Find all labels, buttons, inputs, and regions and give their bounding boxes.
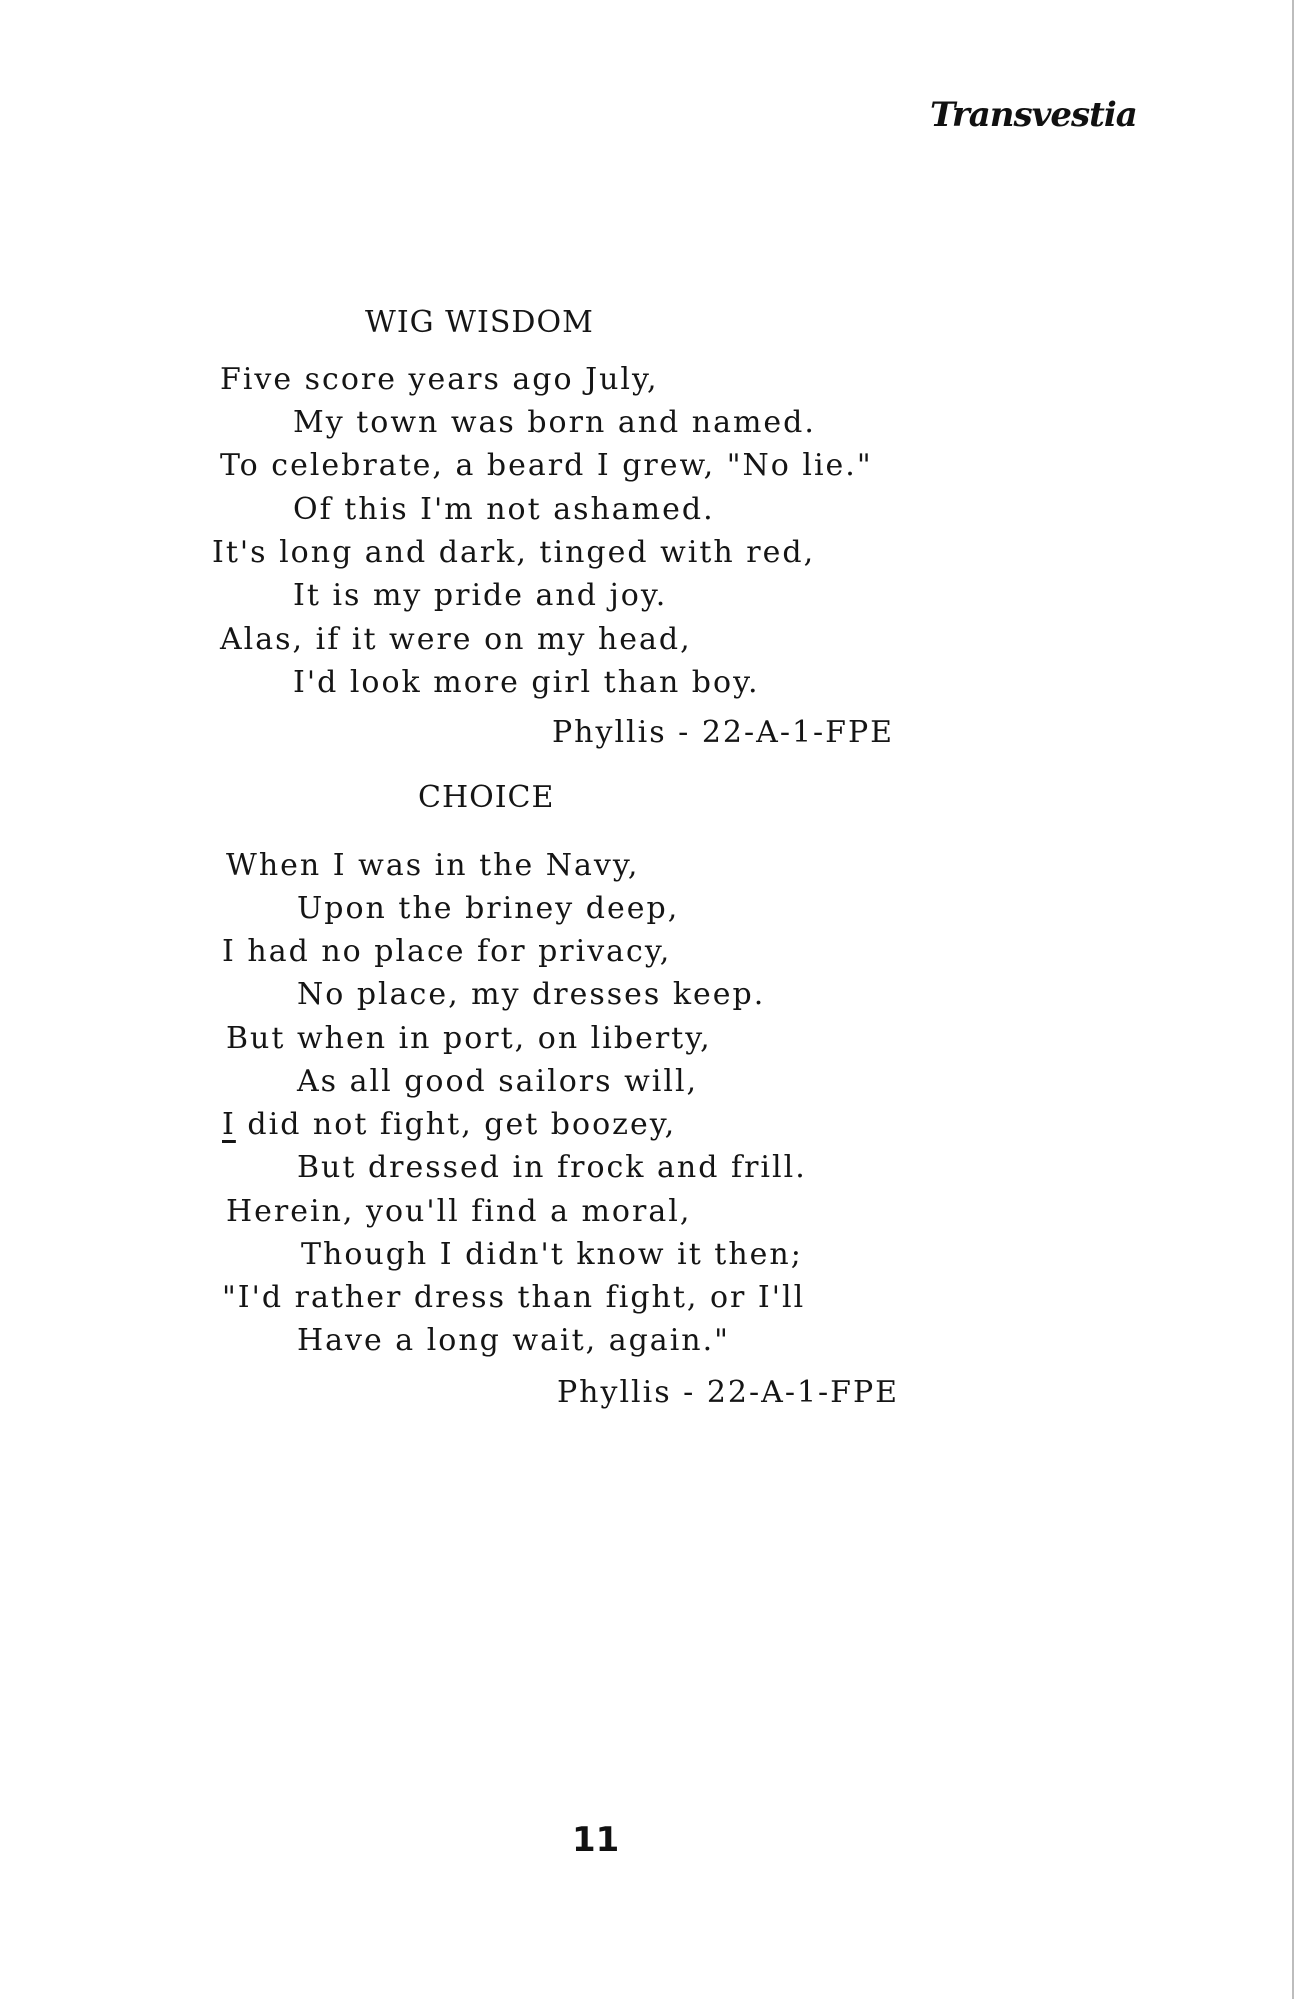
poem-signature: Phyllis - 22-A-1-FPE bbox=[557, 1375, 900, 1410]
underlined-word: I bbox=[222, 1107, 236, 1142]
poem-line: I'd look more girl than boy. bbox=[293, 665, 760, 700]
poem-line: It's long and dark, tinged with red, bbox=[212, 535, 816, 570]
masthead: Transvestia bbox=[930, 95, 1137, 135]
poem-line bbox=[222, 1107, 676, 1143]
poem-title: CHOICE bbox=[418, 780, 555, 815]
poem-line: But when in port, on liberty, bbox=[226, 1021, 712, 1056]
poem-title: WIG WISDOM bbox=[365, 305, 594, 340]
poem-line: To celebrate, a beard I grew, "No lie." bbox=[220, 448, 873, 483]
poem-line: My town was born and named. bbox=[293, 405, 816, 440]
poem-line: It is my pride and joy. bbox=[293, 578, 668, 613]
poem-line: Alas, if it were on my head, bbox=[220, 622, 692, 657]
line-remainder: did not fight, get boozey, bbox=[235, 1107, 677, 1142]
poem-line: Upon the briney deep, bbox=[297, 891, 680, 926]
poem-line: Five score years ago July, bbox=[220, 362, 659, 397]
poem-line: "I'd rather dress than fight, or I'll bbox=[222, 1280, 806, 1315]
poem-line: Herein, you'll find a moral, bbox=[226, 1194, 692, 1229]
poem-line: Of this I'm not ashamed. bbox=[293, 492, 715, 527]
page-number: 11 bbox=[572, 1820, 620, 1860]
poem-line: But dressed in frock and frill. bbox=[297, 1150, 807, 1185]
poem-line: As all good sailors will, bbox=[297, 1064, 699, 1099]
poem-line: I had no place for privacy, bbox=[222, 934, 672, 969]
poem-line: When I was in the Navy, bbox=[226, 848, 640, 883]
poem-line: No place, my dresses keep. bbox=[297, 977, 766, 1012]
poem-line: Have a long wait, again." bbox=[297, 1323, 730, 1358]
poem-signature: Phyllis - 22-A-1-FPE bbox=[552, 715, 895, 750]
poem-line: Though I didn't know it then; bbox=[301, 1237, 803, 1272]
page-edge-line bbox=[1292, 0, 1294, 1999]
